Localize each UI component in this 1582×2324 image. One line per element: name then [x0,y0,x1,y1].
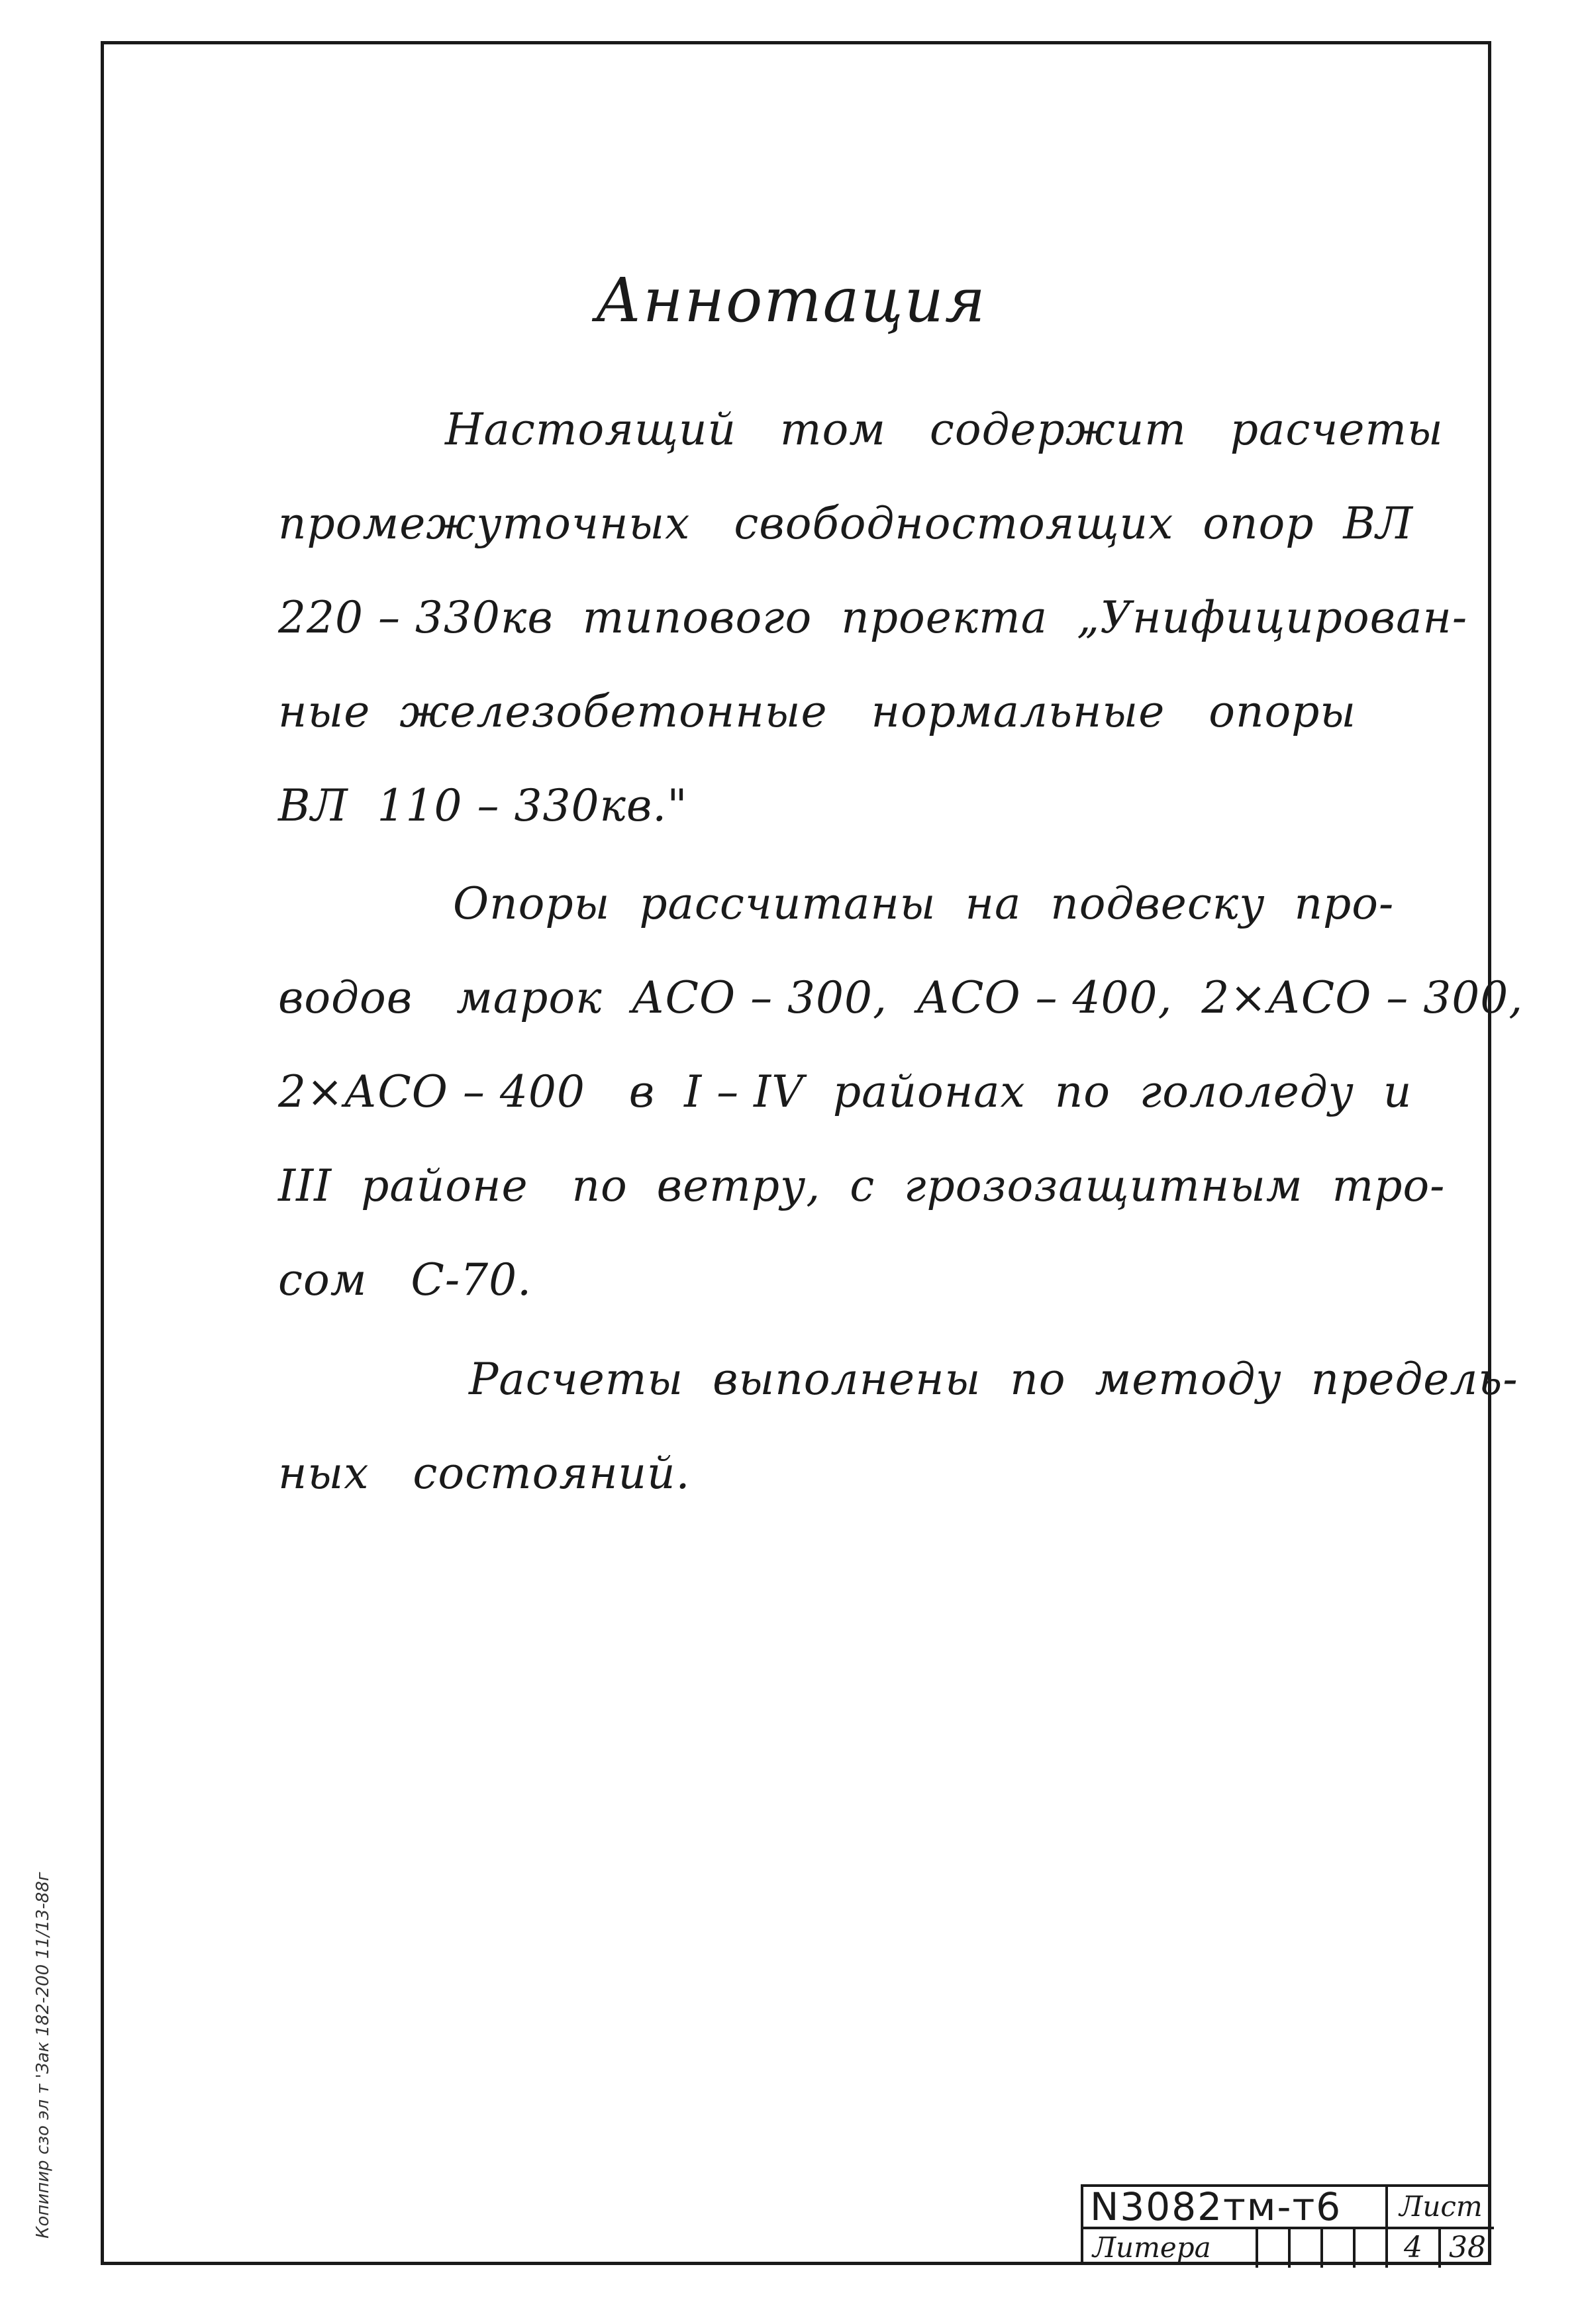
sheet-label: Лист [1388,2187,1494,2229]
text-line: Опоры рассчитаны на подвеску про- [453,878,1395,929]
document-code: N3082тм-т6 [1083,2187,1388,2229]
sheet-number: 4 [1388,2229,1441,2268]
litera-label: Литера [1083,2229,1258,2268]
text-line: Расчеты выполнены по методу предель- [469,1354,1518,1405]
litera-cell [1323,2229,1356,2268]
text-line: Настоящий том содержит расчеты [445,404,1444,455]
text-line: водов марок АСО – 300, АСО – 400, 2×АСО – 300, [278,972,1524,1023]
text-line: ные железобетонные нормальные опоры [278,686,1357,737]
text-line: 2×АСО – 400 в I – IV районах по гололеду и [278,1066,1412,1117]
litera-cell [1291,2229,1323,2268]
text-line: промежуточных свободностоящих опор ВЛ [278,498,1414,549]
title-block [1081,2184,1491,2265]
text-line: ных состояний. [278,1448,691,1499]
page-title: Аннотация [595,265,987,336]
text-line: ВЛ 110 – 330кв." [278,780,688,831]
text-line: III районе по ветру, с грозозащитным тро- [278,1160,1446,1211]
litera-cell [1258,2229,1291,2268]
sheet-total: 38 [1449,2231,1486,2264]
text-line: сом С-70. [278,1254,532,1305]
text-line: 220 – 330кв типового проекта „Унифицирован- [278,592,1468,643]
page-frame [101,41,1491,2265]
litera-cell [1356,2229,1388,2268]
copy-stamp: Копипир сзо эл т 'Зак 182-200 11/13-88г [33,1872,53,2239]
